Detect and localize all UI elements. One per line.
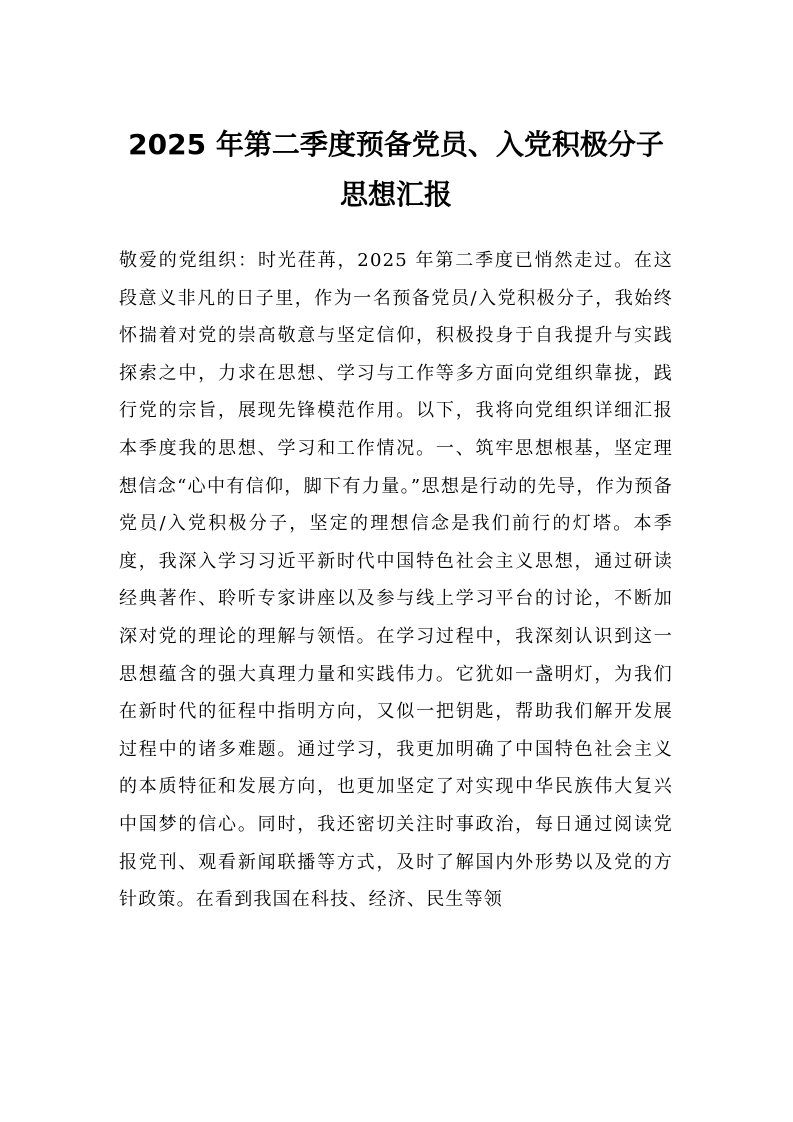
document-title: 2025 年第二季度预备党员、入党积极分子思想汇报 [128, 128, 664, 211]
document-body-paragraph: 敬爱的党组织：时光荏苒，2025 年第二季度已悄然走过。在这段意义非凡的日子里，作为一名预备党员/入党积极分子，我始终怀揣着对党的崇高敬意与坚定信仰，积极投身于自我提升与实践探索之中，力求在思想、学习与工作等多方面向党组织靠拢，践行党的宗旨，展现先锋模范作用。以下，我将向党组织详细汇报本季度我的思想、学习和工作情况。一、筑牢思想根基，坚定理想信念“心中有信仰，脚下有力量。”思想是行动的先导，作为预备党员/入党积极分子，坚定的理想信念是我们前行的灯塔。本季度，我深入学习习近平新时代中国特色社会主义思想，通过研读经典著作、聆听专家讲座以及参与线上学习平台的讨论，不断加深对党的理论的理解与领悟。在学习过程中，我深刻认识到这一思想蕴含的强大真理力量和实践伟力。它犹如一盏明灯，为我们在新时代的征程中指明方向，又似一把钥匙，帮助我们解开发展过程中的诸多难题。通过学习，我更加明确了中国特色社会主义的本质特征和发展方向，也更加坚定了对实现中华民族伟大复兴中国梦的信心。同时，我还密切关注时事政治，每日通过阅读党报党刊、观看新闻联播等方式，及时了解国内外形势以及党的方针政策。在看到我国在科技、经济、民生等领 [119, 250, 673, 911]
